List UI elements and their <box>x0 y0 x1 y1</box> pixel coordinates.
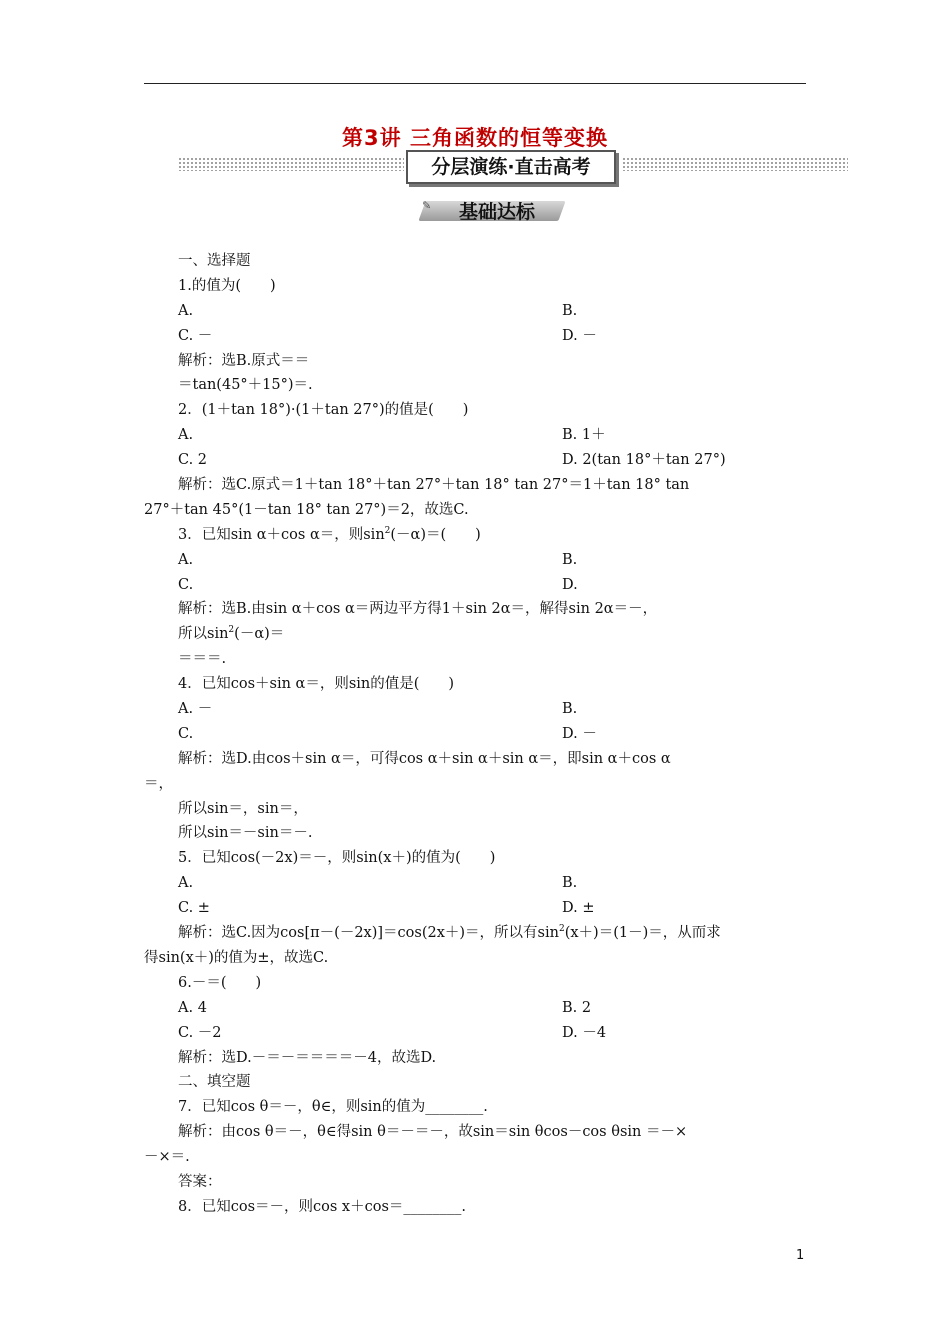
header-rule <box>144 83 806 84</box>
dotted-band-left <box>178 157 404 171</box>
option-left: A. <box>178 302 194 319</box>
section-label: 基础达标 <box>458 201 535 223</box>
option-row <box>144 448 806 473</box>
text-line: 8．已知cos＝－，则cos x＋cos＝________. <box>178 1198 466 1215</box>
option-row <box>144 722 806 747</box>
option-row <box>144 573 806 598</box>
text-line: ＝， <box>144 775 173 792</box>
practice-banner: 分层演练·直击高考 <box>406 150 616 184</box>
superscript: 2 <box>384 525 391 536</box>
option-left: C. － <box>178 327 213 344</box>
text-line: 4．已知cos＋sin α＝，则sin的值是( ) <box>178 676 455 693</box>
option-row <box>144 324 806 349</box>
text-line: 解析：选D.由cos＋sin α＝，可得cos α＋sin α＋sin α＝，即sin α＋cos α <box>178 750 671 767</box>
text-line <box>144 523 806 548</box>
option-left: A. <box>178 875 194 892</box>
option-row <box>144 423 806 448</box>
option-left: A. <box>178 427 194 444</box>
option-row <box>144 548 806 573</box>
option-right: D. <box>562 576 578 593</box>
text-line: ＝＝＝. <box>178 651 227 668</box>
line-fragment: 所以sin <box>178 626 229 643</box>
line-fragment: (－α)＝( ) <box>390 526 481 543</box>
text-line: 所以sin＝－sin＝－. <box>178 825 313 842</box>
option-right: B. 1＋ <box>562 427 606 444</box>
option-row <box>144 896 806 921</box>
option-right: B. <box>562 302 578 319</box>
text-line: －×＝. <box>144 1149 190 1166</box>
badge-mark-icon: ✎ <box>422 199 432 212</box>
option-right: D. －4 <box>562 1024 607 1041</box>
page-title: 第3讲 三角函数的恒等变换 <box>342 126 608 150</box>
superscript: 2 <box>558 924 565 935</box>
option-row <box>144 299 806 324</box>
option-right: B. <box>562 875 578 892</box>
text-line: 7．已知cos θ＝－，θ∈，则sin的值为________. <box>178 1099 488 1116</box>
text-line: 二、填空题 <box>178 1074 251 1091</box>
option-row <box>144 871 806 896</box>
option-left: A. － <box>178 701 213 718</box>
line-fragment: 3．已知sin α＋cos α＝，则sin <box>178 526 385 543</box>
option-right: B. <box>562 551 578 568</box>
option-row <box>144 697 806 722</box>
option-left: A. <box>178 551 194 568</box>
option-right: D. 2(tan 18°＋tan 27°) <box>562 452 726 469</box>
text-line: ＝tan(45°＋15°)＝. <box>178 377 313 394</box>
exercise-content <box>144 249 806 1220</box>
text-line: 解析：选C.原式＝1＋tan 18°＋tan 27°＋tan 18° tan 27°＝1＋tan 18° tan <box>178 477 690 494</box>
text-line: 解析：选D.－＝－＝＝＝＝－4，故选D. <box>178 1049 437 1066</box>
option-right: D. － <box>562 327 597 344</box>
option-left: C. ± <box>178 900 210 917</box>
text-line: 6.－＝( ) <box>178 974 262 991</box>
option-right: D. － <box>562 725 597 742</box>
text-line: 解析：选B.由sin α＋cos α＝两边平方得1＋sin 2α＝，解得sin 2α＝－， <box>178 601 658 618</box>
text-line <box>144 622 806 647</box>
text-line <box>144 921 806 946</box>
superscript: 2 <box>228 625 235 636</box>
option-right: B. 2 <box>562 999 592 1016</box>
text-line: 所以sin＝，sin＝， <box>178 800 308 817</box>
option-left: C. 2 <box>178 452 208 469</box>
option-row <box>144 1021 806 1046</box>
text-line: 1.的值为( ) <box>178 277 276 294</box>
option-left: C. －2 <box>178 1024 222 1041</box>
page-number: 1 <box>796 1248 805 1263</box>
option-left: C. <box>178 576 194 593</box>
option-right: B. <box>562 701 578 718</box>
option-left: C. <box>178 725 194 742</box>
dotted-band-right <box>622 157 848 171</box>
line-fragment: (x＋)＝(1－)＝，从而求 <box>564 925 721 942</box>
text-line: 一、选择题 <box>178 253 251 269</box>
option-right: D. ± <box>562 900 595 917</box>
line-fragment: 解析：选C.因为cos[π－(－2x)]＝cos(2x＋)＝，所以有sin <box>178 925 559 942</box>
text-line: 答案： <box>178 1173 222 1190</box>
text-line: 2．(1＋tan 18°)·(1＋tan 27°)的值是( ) <box>178 402 469 419</box>
text-line: 解析：由cos θ＝－，θ∈得sin θ＝－＝－，故sin＝sin θcos－cos θsin ＝－× <box>178 1124 688 1141</box>
section-badge <box>422 197 562 223</box>
line-fragment: (－α)＝ <box>234 626 285 643</box>
text-line: 5．已知cos(－2x)＝－，则sin(x＋)的值为( ) <box>178 850 496 867</box>
text-line: 解析：选B.原式＝＝ <box>178 352 310 369</box>
option-row <box>144 996 806 1021</box>
option-left: A. 4 <box>178 999 207 1016</box>
text-line: 得sin(x＋)的值为±，故选C. <box>144 949 329 966</box>
text-line: 27°＋tan 45°(1－tan 18° tan 27°)＝2，故选C. <box>144 501 469 518</box>
